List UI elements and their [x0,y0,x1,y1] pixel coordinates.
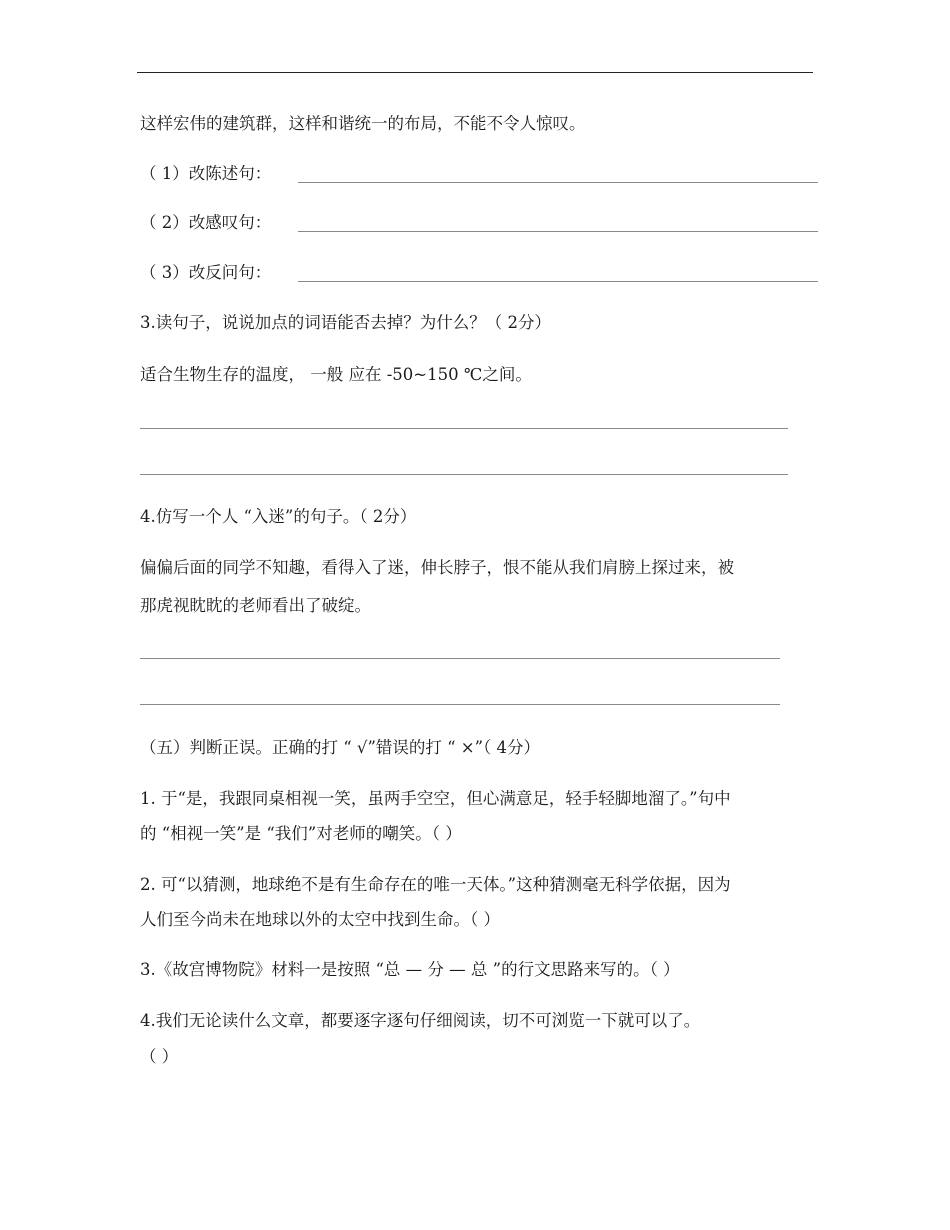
q3-sentence: 适合生物生存的温度， 一般 应在 -50~150 ℃之间。 [140,365,532,384]
q4-answer-line-2 [140,704,780,705]
q4-passage-line-1: 偏偏后面的同学不知趣，看得入了迷，伸长脖子，恨不能从我们肩膀上探过来，被 [140,558,734,577]
judge-item-2-line-2: 人们至今尚未在地球以外的太空中找到生命。（ ） [140,910,500,929]
judge-item-3-line-1: 3.《故宫博物院》材料一是按照 “总 — 分 — 总 ”的行文思路来写的。（ ） [140,960,680,979]
rewrite-item-2-label: （ 2）改感叹句： [140,213,272,232]
section5-heading: （五）判断正误。正确的打 “ √”错误的打 “ ×”（ 4分） [140,738,541,757]
q4-prompt: 4.仿写一个人 “入迷”的句子。（ 2分） [140,507,417,526]
q4-passage-line-2: 那虎视眈眈的老师看出了破绽。 [140,596,371,615]
q3-answer-line-1 [140,428,788,429]
rewrite-item-1-label: （ 1）改陈述句： [140,164,272,183]
header-rule [137,72,813,73]
rewrite-item-3-answer-line [298,281,818,282]
judge-item-4-line-1: 4.我们无论读什么文章，都要逐字逐句仔细阅读，切不可浏览一下就可以了。 [140,1011,701,1030]
rewrite-item-2-answer-line [298,231,818,232]
q3-prompt: 3.读句子，说说加点的词语能否去掉？为什么？（ 2分） [140,313,551,332]
judge-item-4-line-2: （ ） [140,1047,179,1066]
rewrite-item-3-label: （ 3）改反问句： [140,263,272,282]
q3-answer-line-2 [140,474,788,475]
judge-item-2-line-1: 2. 可“以猜测，地球绝不是有生命存在的唯一天体。”这种猜测毫无科学依据，因为 [140,875,731,894]
q4-answer-line-1 [140,658,780,659]
rewrite-item-1-answer-line [298,182,818,183]
judge-item-1-line-2: 的 “相视一笑”是 “我们”对老师的嘲笑。（ ） [140,824,462,843]
judge-item-1-line-1: 1. 于“是，我跟同桌相视一笑，虽两手空空，但心满意足，轻手轻脚地溜了。”句中 [140,789,731,808]
intro-sentence: 这样宏伟的建筑群，这样和谐统一的布局，不能不令人惊叹。 [140,114,586,133]
